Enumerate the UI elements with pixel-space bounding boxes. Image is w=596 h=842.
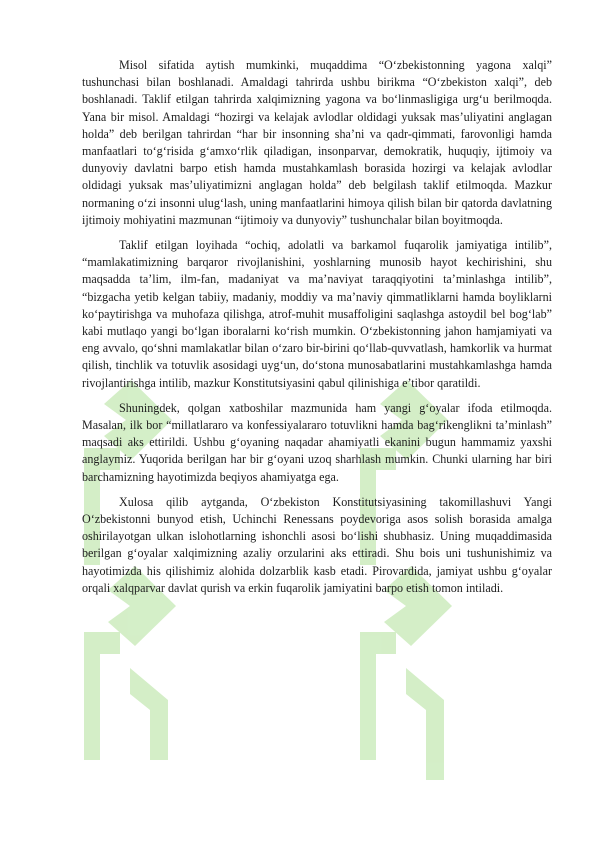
paragraph-3: Shuningdek, qolgan xatboshilar mazmunida ham yangi g‘oyalar ifoda etilmoqda. Masalan, ilk bor “millatlararo va konfessiyalararo totuvlikni hamda bag‘rikenglikni ta’minlash” maqsadi aks ettirildi. Ushbu g‘oyaning naqadar ahamiyatli ekanini bugun hammamiz yaxshi anglaymiz. Yuqorida berilgan har bir g‘oyani uzoq sharhlash mumkin. Chunki ularning har biri barchamizning hayotimizda beqiyos ahamiyatga ega. <box>82 400 552 484</box>
document-body <box>82 57 552 605</box>
paragraph-4: Xulosa qilib aytganda, O‘zbekiston Konstitutsiyasining takomillashuvi Yangi O‘zbekistonni bunyod etish, Uchinchi Renessans poydevoriga asos solish borasida amalga oshirilayotgan ulkan islohotlarning ishonchli asosi bo‘lishi shubhasiz. Uning muqaddimasida berilgan g‘oyalar xalqimizning azaliy orzularini aks ettiradi. Shu bois uni tushunishimiz va hayotimizda his qilishimiz alohida dolzarblik kasb etadi. Pirovardida, jamiyat ushbu g‘oyalar orqali xalqparvar davlat qurish va erkin fuqarolik jamiyatini barpo etish tomon intiladi. <box>82 494 552 595</box>
paragraph-2: Taklif etilgan loyihada “ochiq, adolatli va barkamol fuqarolik jamiyatiga intilib”, “mamlakatimizning barqaror rivojlanishini, yoshlarning munosib hayot kechirishini, shu maqsadda ta’lim, ilm-fan, madaniyat va ma’naviyat taraqqiyotini ta’minlashga intilib”, “bizgacha yetib kelgan tabiiy, madaniy, moddiy va ma’naviy qimmatliklarni hamda boyliklarni ko‘paytirishga va muhofaza qilishga, atrof-muhit musaffoligini saqlashga astoydil bel bog‘lab” kabi mutlaqo yangi bo‘lgan iboralarni ko‘rish mumkin. O‘zbekistonning jahon hamjamiyati va eng avvalo, qo‘shni mamlakatlar bilan o‘zaro bir-birini qo‘llab-quvvatlash, hamkorlik va hurmat qilish, tinchlik va totuvlik asosidagi uyg‘un, do‘stona munosabatlarini mustahkamlashga hamda rivojlantirishga intilib, mazkur Konstitutsiyasini qabul qilinishiga e’tibor qaratildi. <box>82 238 552 390</box>
paragraph-1: Misol sifatida aytish mumkinki, muqaddima “O‘zbekistonning yagona xalqi” tushunchasi bilan boshlanadi. Amaldagi tahrirda ushbu birikma “O‘zbekiston xalqi”, deb boshlanadi. Taklif etilgan tahrirda xalqimizning yagona va bo‘linmasligiga urg‘u berilmoqda. Yana bir misol. Amaldagi “hozirgi va kelajak avlodlar oldidagi yuksak mas’uliyatini anglagan holda” deb berilgan tahrirdan “har bir insonning sha’ni va qadr-qimmati, farovonligi hamda manfaatlari to‘g‘risida g‘amxo‘rlik qiladigan, insonparvar, demokratik, huquqiy, ijtimoiy va dunyoviy davlatni barpo etish hamda mustahkamlash borasida hozirgi va kelajak avlodlar oldidagi yuksak mas’uliyatimizni anglagan holda” deb belgilash taklif etilmoqda. Mazkur normaning o‘zi insonni ulug‘lash, uning manfaatlarini himoya qilish bilan bir qatorda davlatning ijtimoiy mohiyatini mazmunan “ijtimoiy va dunyoviy” tushunchalar bilan boyitmoqda. <box>82 58 552 227</box>
